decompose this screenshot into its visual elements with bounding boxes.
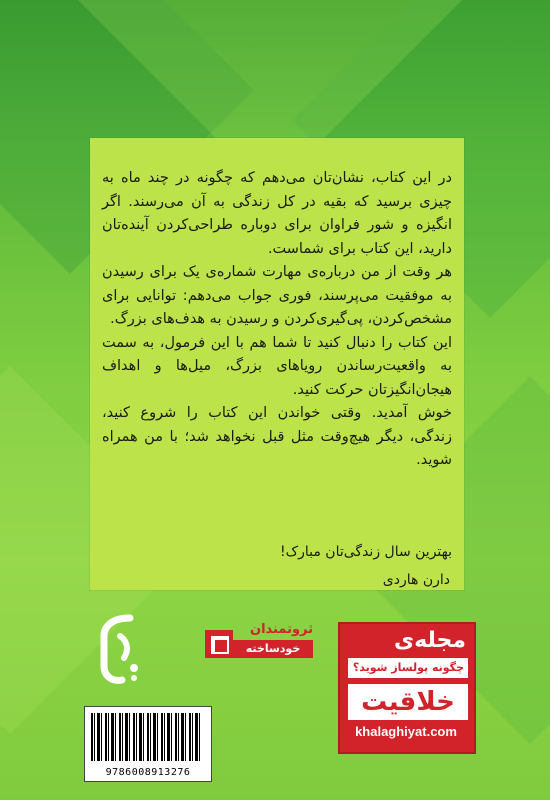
blurb-paragraph: در این کتاب، نشان‌تان می‌دهم که چگونه در چند ماه به چیزی برسید که بقیه در کل زندگی به آن می‌رسند. اگر انگیزه و شور فراوان برای دوباره طراحی‌کردن آینده‌تان دارید، این کتاب برای شماست. [102, 170, 452, 257]
thrift-logo [205, 620, 315, 662]
closing-line: بهترین سال زندگی‌تان مبارک! [279, 544, 452, 560]
isbn-barcode [84, 706, 212, 782]
thrift-logo-mark [215, 640, 227, 652]
magazine-main: خلاقیت [348, 684, 468, 720]
author-signature: دارن هاردی [382, 572, 450, 588]
barcode-bars [91, 713, 203, 761]
blurb-paragraph: هر وقت از من درباره‌ی مهارت شماره‌ی یک برای رسیدن به موفقیت می‌پرسند، فوری جواب می‌دهم: توانایی برای مشخص‌کردن، پی‌گیری‌کردن و رسیدن به هدف‌های بزرگ. [102, 264, 452, 327]
blurb-paragraph: این کتاب را دنبال کنید تا شما هم با این فرمول، به سمت به واقعیت‌رساندن رویاهای بزرگ، میل‌ها و اهداف هیجان‌انگیزتان حرکت کنید. [102, 334, 452, 398]
magazine-subtitle: چگونه پولساز شوید؟ [348, 658, 468, 678]
negah-logo [90, 610, 150, 690]
thrift-logo-top: ثروتمندان [249, 622, 313, 637]
blurb-paragraph: خوش آمدید. وقتی خواندن این کتاب را شروع کنید، زندگی، دیگر هیچ‌وقت مثل قبل نخواهد شد؛ با من همراه شوید. [102, 405, 452, 468]
negah-logo-icon [90, 610, 150, 690]
magazine-logo [338, 622, 476, 754]
isbn-number: 9786008913276 [105, 767, 191, 778]
blurb-text [102, 167, 452, 473]
magazine-title: مجله‌ی [394, 628, 466, 653]
magazine-url: khalaghiyat.com [355, 724, 457, 739]
thrift-logo-bottom: خودساخته [233, 640, 313, 658]
